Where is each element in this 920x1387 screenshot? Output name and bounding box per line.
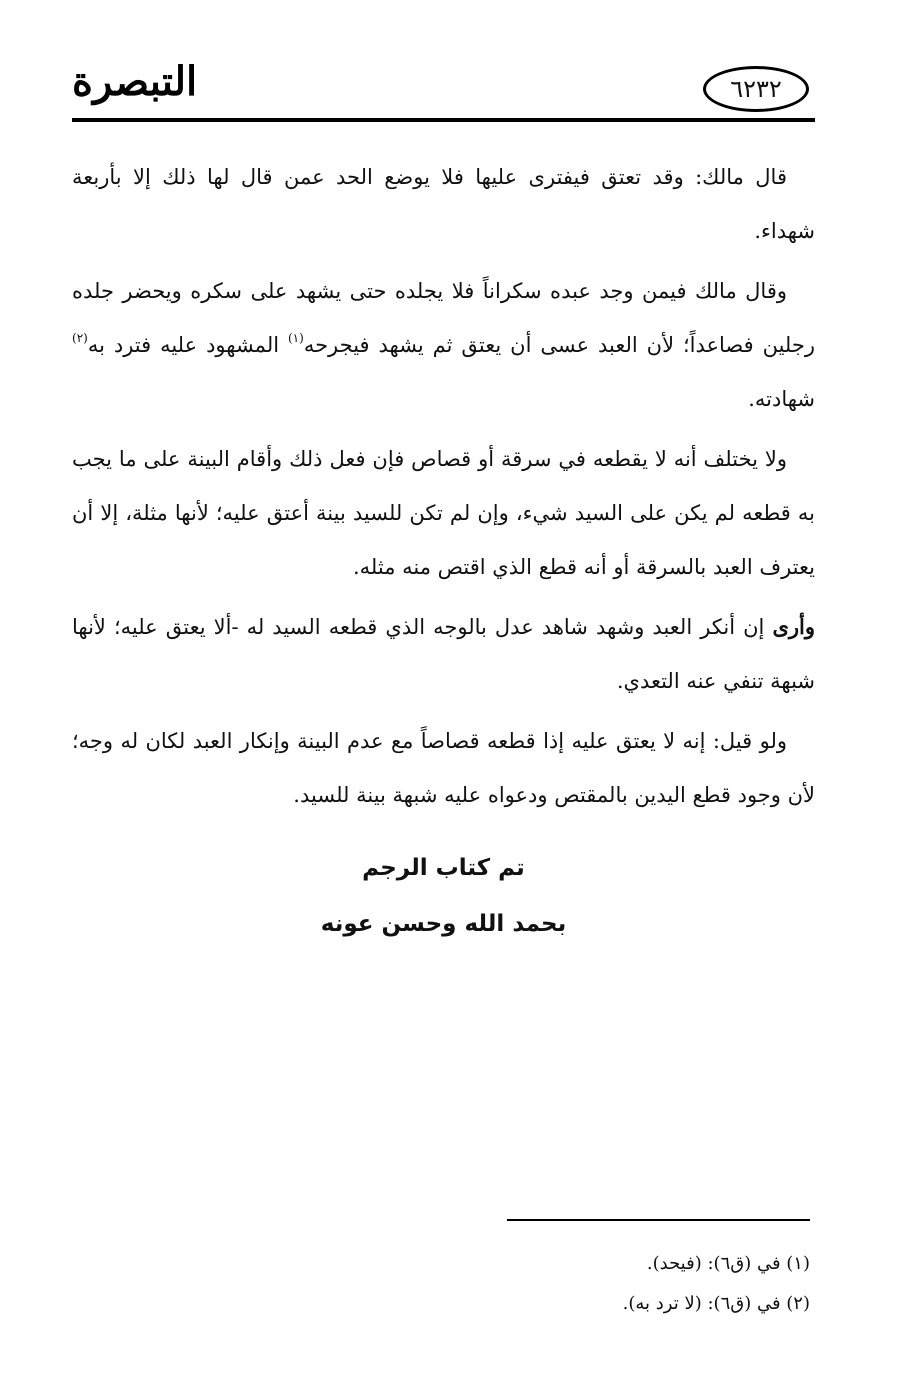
paragraph-4-rest: إن أنكر العبد وشهد شاهد عدل بالوجه الذي قطعه السيد له -ألا يعتق عليه؛ لأنها شبهة تنفي عنه التعدي. bbox=[72, 615, 815, 693]
paragraph-3: ولا يختلف أنه لا يقطعه في سرقة أو قصاص فإن فعل ذلك وأقام البينة على ما يجب به قطعه لم يكن على السيد شيء، وإن لم تكن للسيد بينة أعتق عليه؛ لأنها مثلة، إلا أن يعترف العبد بالسرقة أو أنه قطع الذي اقتص منه مثله. bbox=[72, 447, 815, 579]
paragraph-2-part-c: شهادته. bbox=[748, 387, 815, 411]
footnote-ref-1: (١) bbox=[287, 331, 304, 345]
paragraph-1: قال مالك: وقد تعتق فيفترى عليها فلا يوضع الحد عمن قال لها ذلك إلا بأربعة شهداء. bbox=[72, 165, 815, 243]
footnote-2: (٢) في (ق٦): (لا ترد به). bbox=[622, 1293, 810, 1314]
main-text bbox=[72, 150, 815, 828]
footnote-1: (١) في (ق٦): (فيحد). bbox=[646, 1253, 810, 1274]
footnote-ref-2: (٢) bbox=[72, 331, 88, 345]
paragraph-4-lead: وأرى bbox=[772, 614, 815, 639]
paragraph-4 bbox=[72, 600, 815, 708]
closing-line-1: تم كتاب الرجم bbox=[362, 855, 525, 881]
closing-colophon bbox=[72, 840, 815, 952]
header-rule bbox=[72, 118, 815, 122]
paragraph-2-part-a: وقال مالك فيمن وجد عبده سكراناً فلا يجلده حتى يشهد على سكره ويحضر جلده رجلين فصاعداً؛ لأن العبد عسى أن يعتق ثم يشهد فيجرحه bbox=[72, 279, 815, 357]
paragraph-2 bbox=[72, 264, 815, 426]
paragraph-5: ولو قيل: إنه لا يعتق عليه إذا قطعه قصاصاً مع عدم البينة وإنكار العبد لكان له وجه؛ لأن وجود قطع اليدين بالمقتص ودعواه عليه شبهة بينة للسيد. bbox=[72, 729, 815, 807]
paragraph-2-part-b: المشهود عليه فترد به bbox=[87, 333, 288, 357]
page-number: ٦٢٣٢ bbox=[703, 66, 809, 112]
book-title: التبصرة bbox=[72, 58, 198, 105]
closing-line-2: بحمد الله وحسن عونه bbox=[320, 911, 567, 937]
footnote-separator bbox=[507, 1219, 810, 1221]
footnotes bbox=[72, 1244, 810, 1324]
page-header bbox=[72, 52, 815, 124]
